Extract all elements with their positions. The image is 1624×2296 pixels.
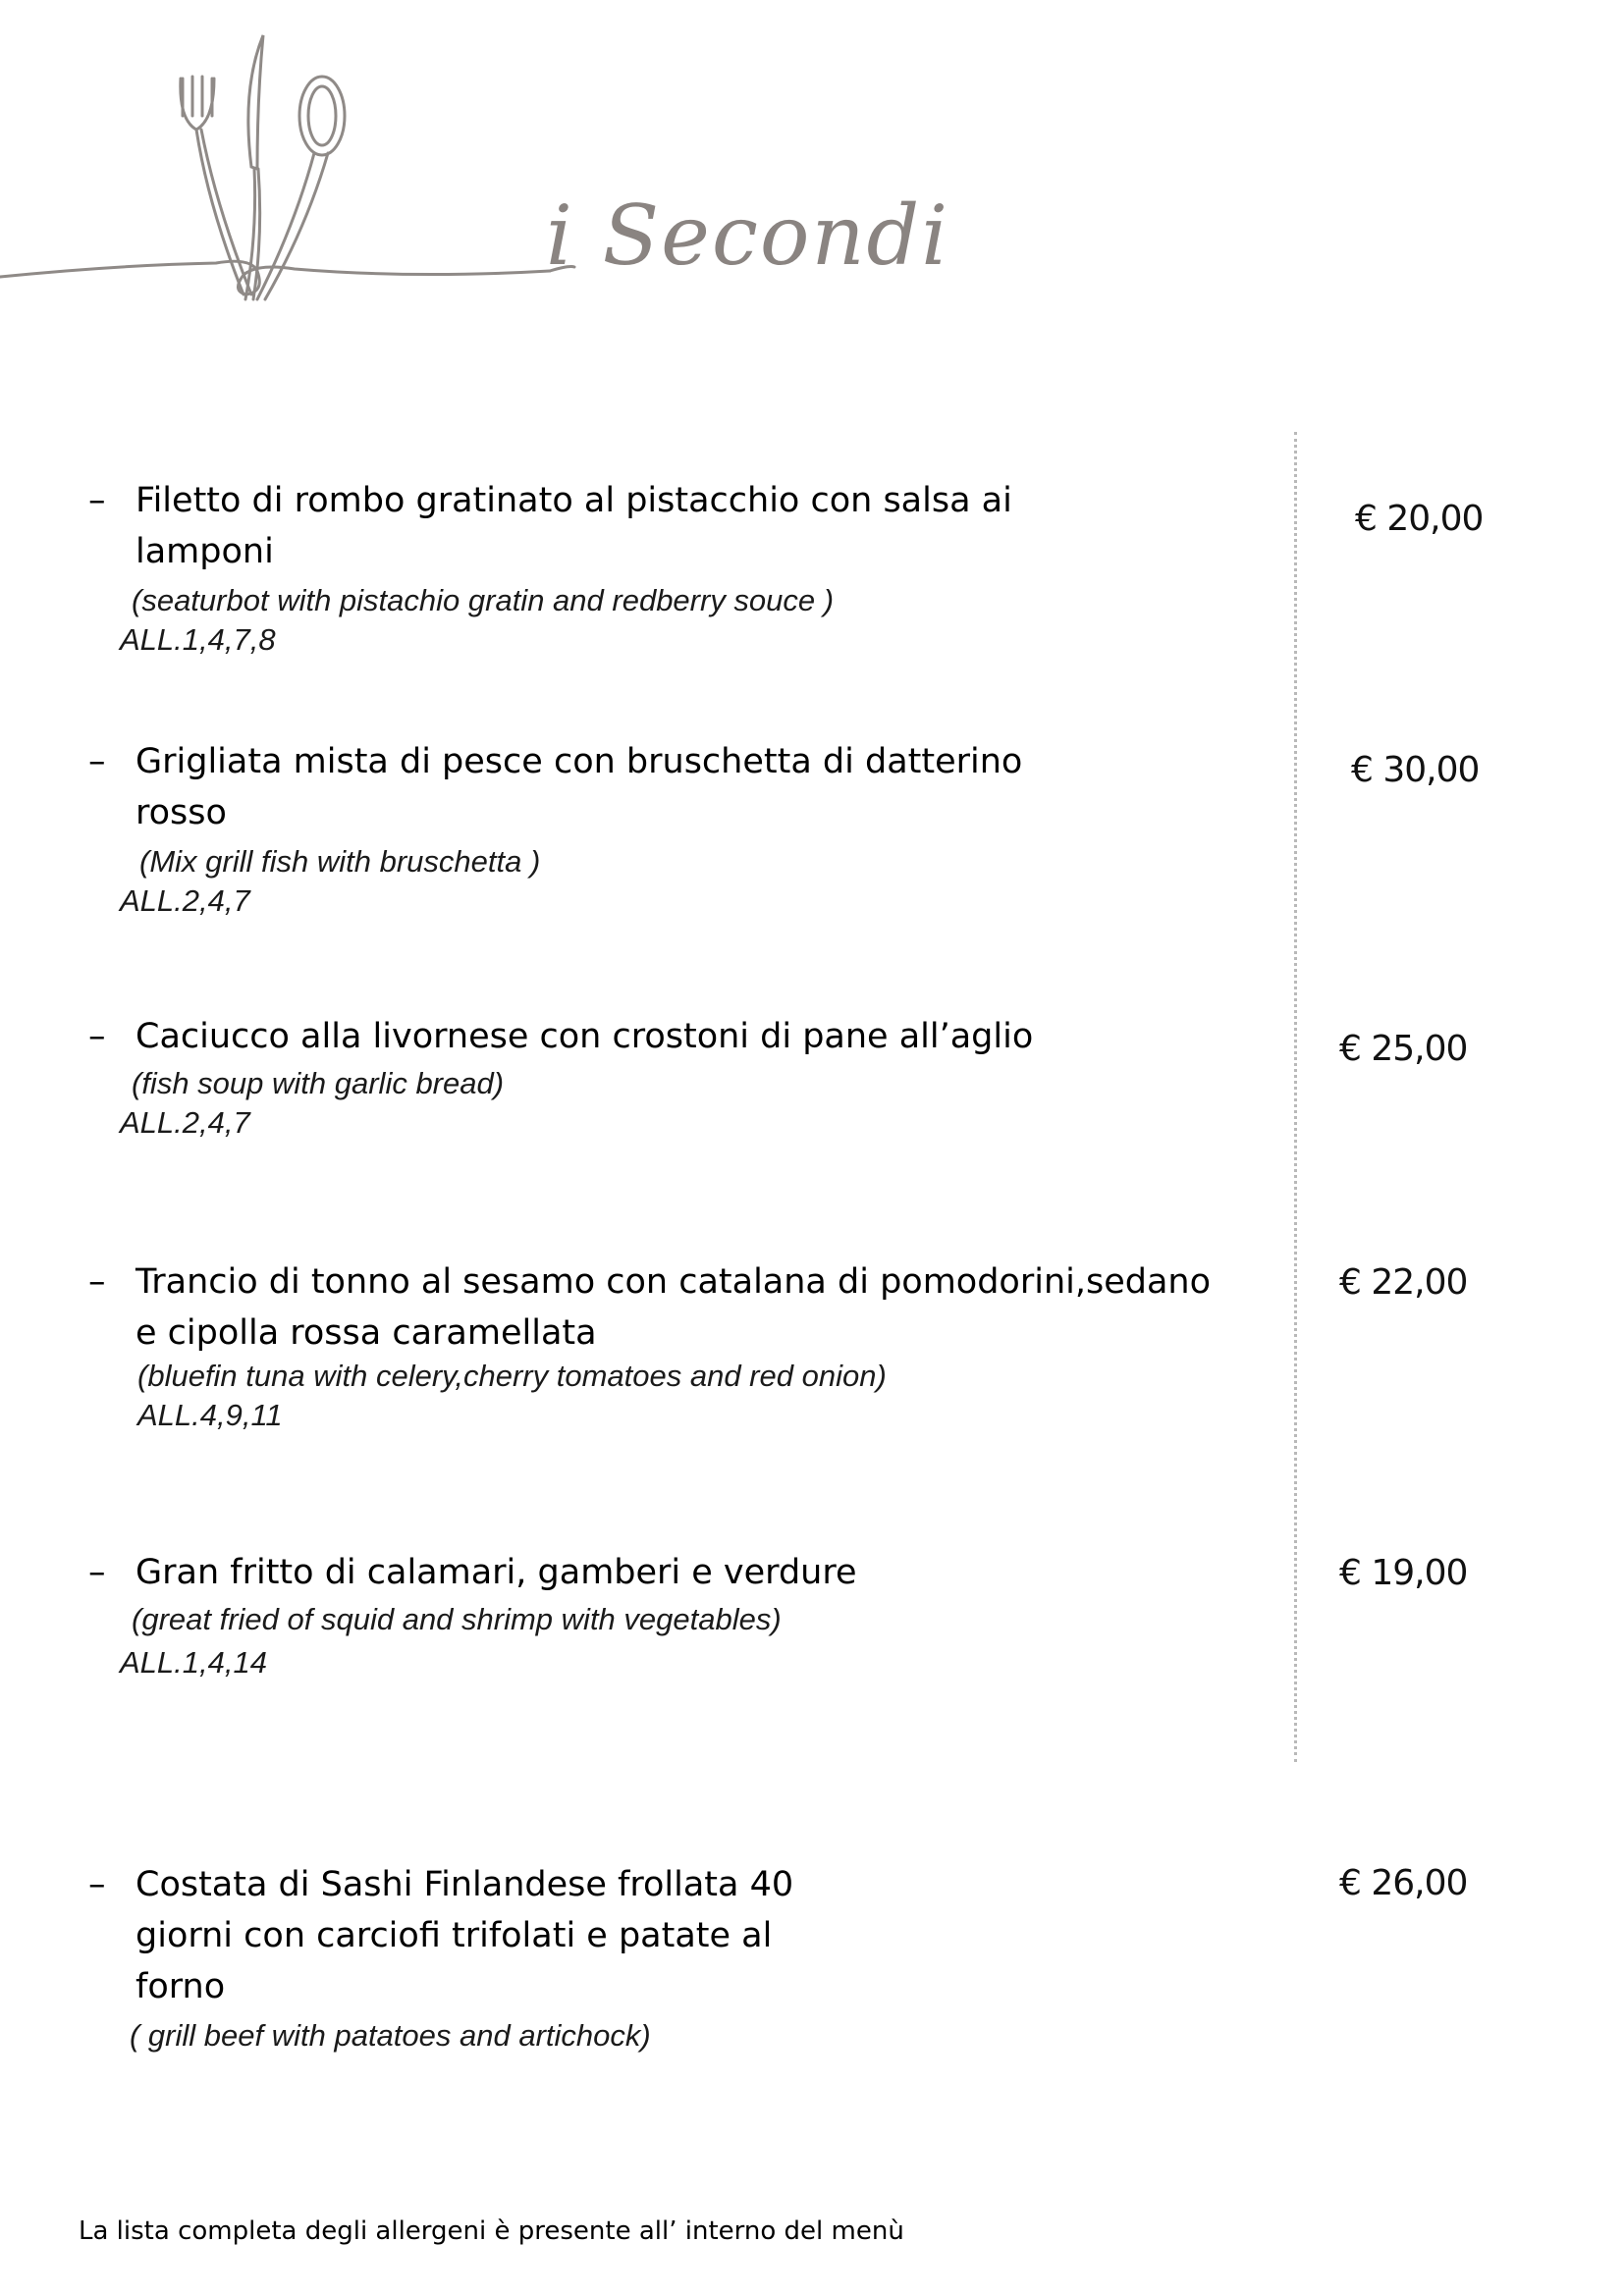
item-allergens: ALL.1,4,14: [120, 1645, 267, 1680]
item-price: € 20,00: [1355, 499, 1484, 539]
item-dash: –: [88, 1553, 106, 1592]
menu-item: [88, 475, 1227, 660]
item-name-line: Caciucco alla livornese con crostoni di pane all’aglio: [135, 1017, 1034, 1056]
item-price: € 25,00: [1339, 1029, 1468, 1069]
section-title: i Secondi: [546, 187, 950, 284]
item-name-line: rosso: [135, 793, 227, 832]
menu-item: [88, 1859, 1227, 2056]
item-name-line: Filetto di rombo gratinato al pistacchio con salsa ai: [135, 481, 1012, 520]
item-translation: (great fried of squid and shrimp with vegetables): [132, 1602, 782, 1636]
item-allergens: ALL.2,4,7: [120, 1105, 250, 1140]
menu-item: [88, 736, 1227, 921]
item-allergens: ALL.2,4,7: [120, 883, 250, 918]
item-translation: (Mix grill fish with bruschetta ): [139, 844, 541, 879]
item-price: € 19,00: [1339, 1553, 1468, 1593]
menu-item: [88, 1256, 1227, 1435]
item-allergens: ALL.1,4,7,8: [120, 622, 276, 657]
item-price: € 22,00: [1339, 1262, 1468, 1303]
item-name-line: Gran fritto di calamari, gamberi e verdure: [135, 1553, 857, 1592]
item-name-line: lamponi: [135, 532, 274, 571]
item-dash: –: [88, 1017, 106, 1056]
menu-item: [88, 1011, 1227, 1143]
item-translation: (fish soup with garlic bread): [132, 1066, 505, 1100]
item-dash: –: [88, 742, 106, 781]
item-name-line: forno: [135, 1967, 226, 2006]
item-name-line: Trancio di tonno al sesamo con catalana di pomodorini,sedano: [135, 1262, 1212, 1302]
item-dash: –: [88, 481, 106, 520]
item-name-line: e cipolla rossa caramellata: [135, 1313, 597, 1353]
item-name-line: giorni con carciofi trifolati e patate al: [135, 1916, 773, 1955]
item-translation: (seaturbot with pistachio gratin and redberry souce ): [132, 583, 835, 617]
item-name-line: Grigliata mista di pesce con bruschetta di datterino: [135, 742, 1023, 781]
menu-header: [0, 0, 982, 324]
item-translation: (bluefin tuna with celery,cherry tomatoes and red onion): [137, 1359, 887, 1393]
item-allergens: ALL.4,9,11: [137, 1398, 283, 1432]
item-price: € 26,00: [1339, 1863, 1468, 1903]
price-column-divider: [1294, 432, 1297, 1762]
item-dash: –: [88, 1865, 106, 1904]
menu-item: [88, 1547, 1227, 1682]
allergen-note: La lista completa degli allergeni è presente all’ interno del menù: [79, 2216, 904, 2246]
item-name-line: Costata di Sashi Finlandese frollata 40: [135, 1865, 794, 1904]
item-translation: ( grill beef with patatoes and artichock): [130, 2018, 651, 2053]
item-dash: –: [88, 1262, 106, 1302]
item-price: € 30,00: [1351, 750, 1480, 790]
